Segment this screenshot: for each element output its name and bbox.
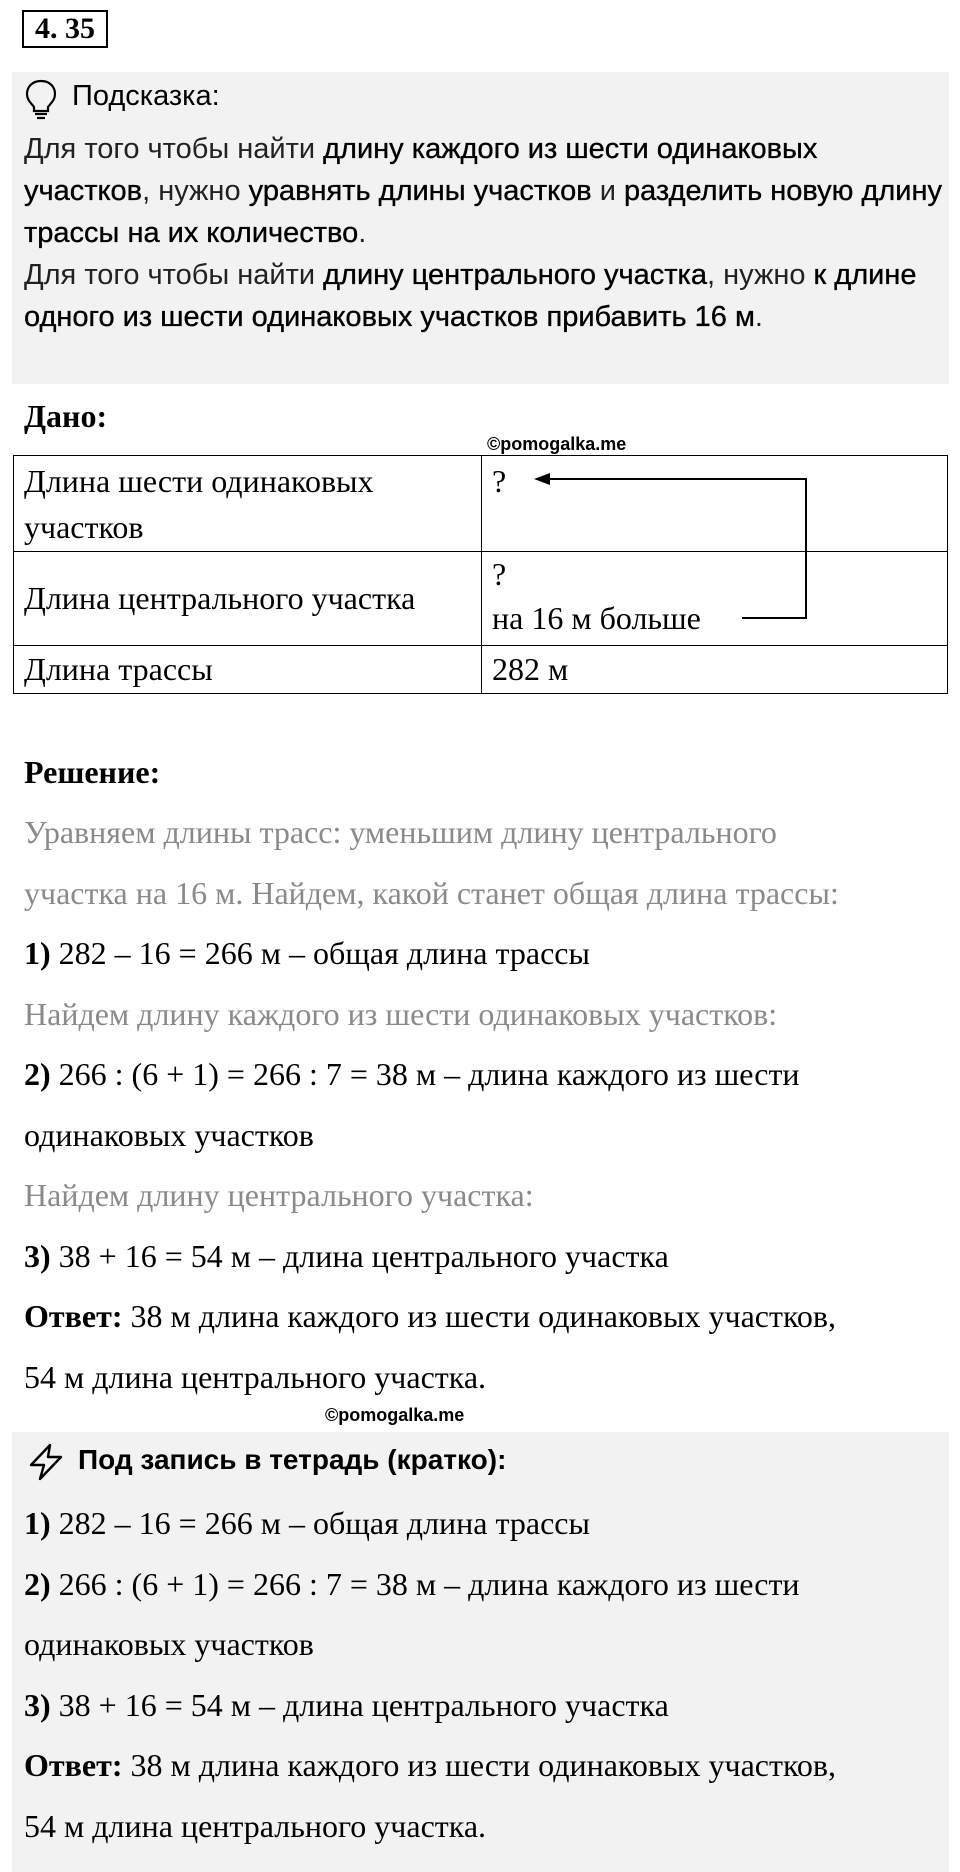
solution-label: Решение: [24,754,161,790]
notebook-title: Под запись в тетрадь (кратко): [78,1444,507,1475]
step-line: 1) 282 – 16 = 266 м – общая длина трассы [24,1505,590,1541]
cell-name: Длина шести одинаковых [24,463,374,499]
watermark: ©pomogalka.me [325,1405,465,1425]
cell-name: участков [24,509,144,545]
answer-line: Ответ: 38 м длина каждого из шести одинаковых участков, [24,1747,836,1783]
cell-value: ? [492,463,507,499]
cell-value: на 16 м больше [492,600,701,636]
problem-number: 4. 35 [22,10,108,48]
step-line: 2) 266 : (6 + 1) = 266 : 7 = 38 м – длина каждого из шести [24,1566,800,1602]
step-line: 2) 266 : (6 + 1) = 266 : 7 = 38 м – длина каждого из шести [24,1056,800,1092]
watermark: ©pomogalka.me [487,434,627,454]
comment-line: участка на 16 м. Найдем, какой станет общая длина трассы: [24,875,839,911]
lightning-icon [26,1442,66,1482]
step-line: 3) 38 + 16 = 54 м – длина центрального участка [24,1687,669,1723]
hint-text: Для того чтобы найти длину каждого из шести одинаковых участков, нужно уравнять длины участков и разделить новую длину трассы на их количество. Для того чтобы найти длину центрального участка, нужно к длине одного из шести одинаковых участков прибавить 16 м. [24,133,943,333]
answer-line: 54 м длина центрального участка. [24,1359,487,1395]
comment-line: Уравняем длины трасс: уменьшим длину центрального [24,814,777,850]
cell-name: Длина трассы [24,651,213,687]
step-line: 3) 38 + 16 = 54 м – длина центрального участка [24,1238,669,1274]
answer-line: 54 м длина центрального участка. [24,1808,487,1844]
relation-arrow [0,0,960,700]
hint-title: Подсказка: [72,80,220,112]
step-line: 1) 282 – 16 = 266 м – общая длина трассы [24,935,590,971]
step-line: одинаковых участков [24,1117,314,1153]
step-line: одинаковых участков [24,1626,314,1662]
answer-line: Ответ: 38 м длина каждого из шести одинаковых участков, [24,1298,836,1334]
cell-value: ? [492,556,507,592]
given-label: Дано: [24,398,108,434]
cell-name: Длина центрального участка [24,580,416,616]
cell-value: 282 м [492,651,569,687]
comment-line: Найдем длину каждого из шести одинаковых участков: [24,996,778,1032]
comment-line: Найдем длину центрального участка: [24,1177,534,1213]
